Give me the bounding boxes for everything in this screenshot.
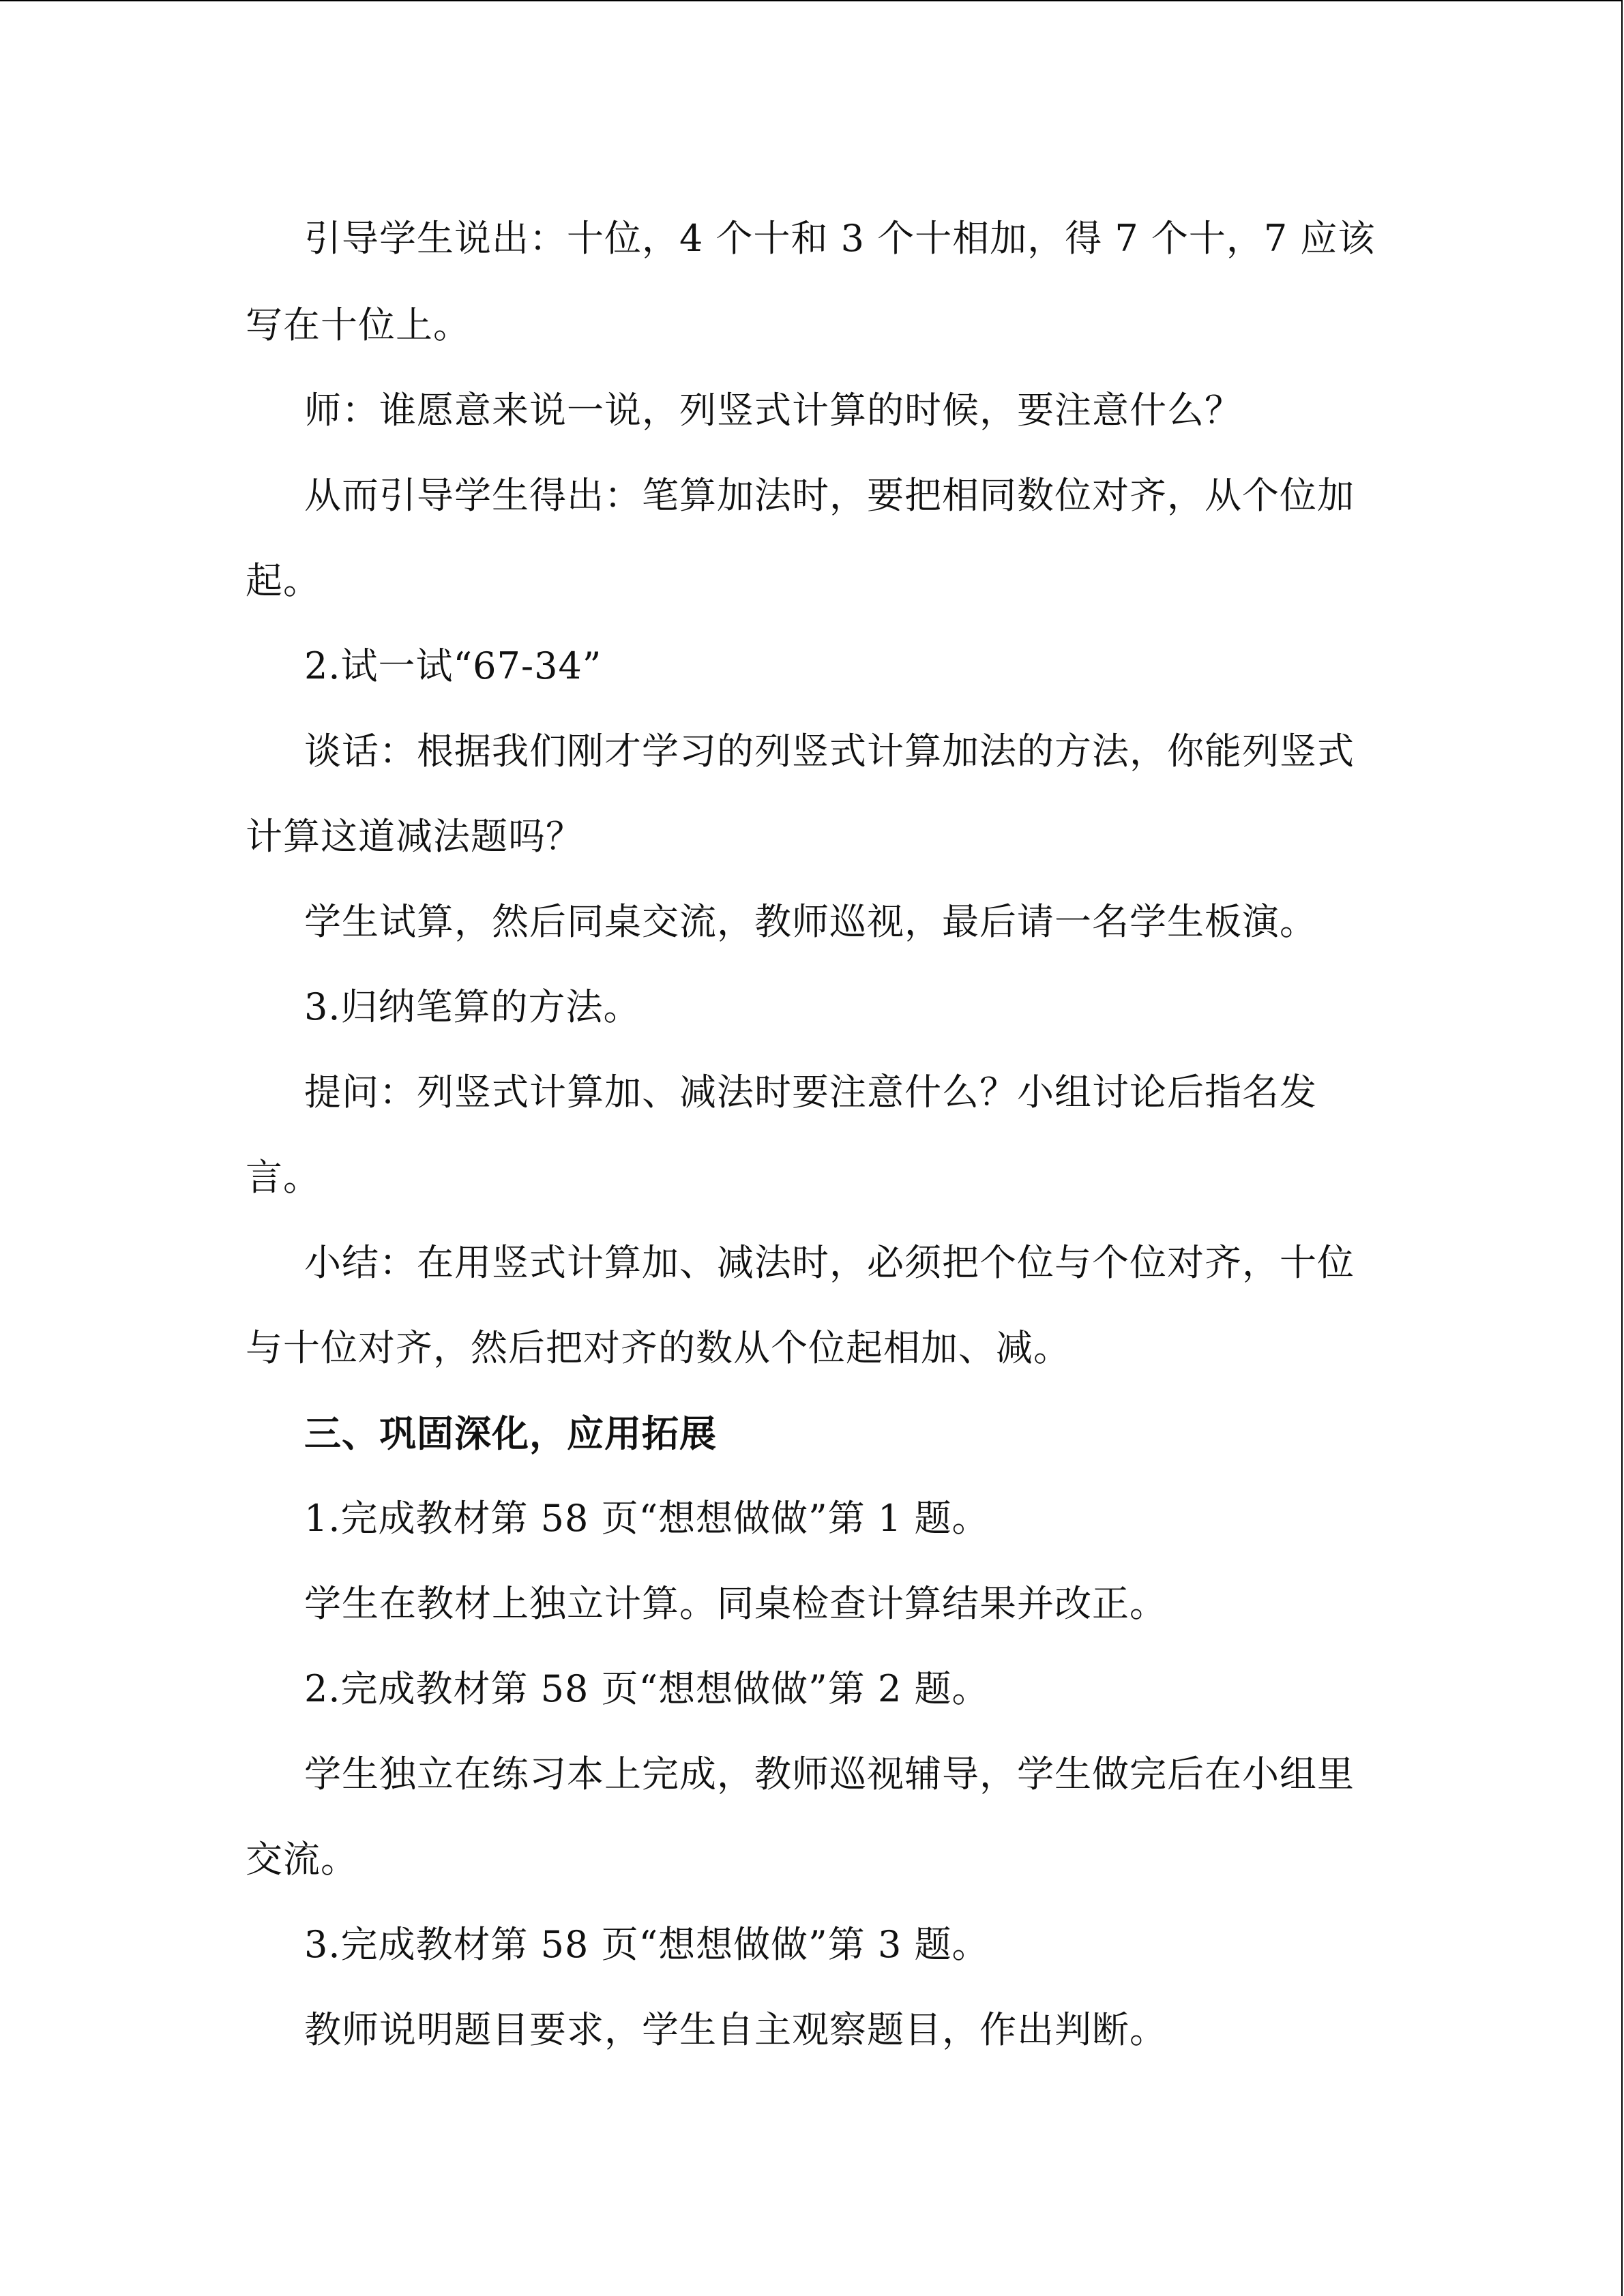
paragraph-line: 学生试算，然后同桌交流，教师巡视，最后请一名学生板演。 [304, 900, 1317, 943]
paragraph-line: 提问：列竖式计算加、减法时要注意什么？小组讨论后指名发 [304, 1071, 1317, 1114]
paragraph-line: 谈话：根据我们刚才学习的列竖式计算加法的方法，你能列竖式 [304, 730, 1355, 773]
paragraph-line: 教师说明题目要求，学生自主观察题目，作出判断。 [304, 2008, 1167, 2051]
paragraph-line: 学生独立在练习本上完成，教师巡视辅导，学生做完后在小组里 [304, 1753, 1355, 1795]
paragraph-line: 3.完成教材第 58 页“想想做做”第 3 题。 [304, 1923, 990, 1966]
section-heading: 三、巩固深化，应用拓展 [304, 1412, 717, 1455]
paragraph-line: 3.归纳笔算的方法。 [304, 985, 641, 1028]
paragraph-line: 师：谁愿意来说一说，列竖式计算的时候，要注意什么？ [304, 389, 1242, 432]
paragraph-line: 从而引导学生得出：笔算加法时，要把相同数位对齐，从个位加 [304, 474, 1355, 517]
paragraph-line: 言。 [246, 1156, 321, 1199]
paragraph-line: 小结：在用竖式计算加、减法时，必须把个位与个位对齐，十位 [304, 1241, 1355, 1284]
paragraph-line: 起。 [246, 559, 321, 602]
paragraph-line: 引导学生说出：十位，4 个十和 3 个十相加，得 7 个十，7 应该 [304, 217, 1376, 260]
paragraph-line: 1.完成教材第 58 页“想想做做”第 1 题。 [304, 1497, 990, 1540]
paragraph-line: 学生在教材上独立计算。同桌检查计算结果并改正。 [304, 1582, 1167, 1625]
paragraph-line: 与十位对齐，然后把对齐的数从个位起相加、减。 [246, 1326, 1071, 1369]
paragraph-line: 2.试一试“67-34” [304, 644, 602, 687]
paragraph-line: 交流。 [246, 1838, 358, 1881]
paragraph-line: 2.完成教材第 58 页“想想做做”第 2 题。 [304, 1667, 990, 1710]
paragraph-line: 计算这道减法题吗？ [246, 815, 583, 858]
paragraph-line: 写在十位上。 [246, 303, 471, 346]
